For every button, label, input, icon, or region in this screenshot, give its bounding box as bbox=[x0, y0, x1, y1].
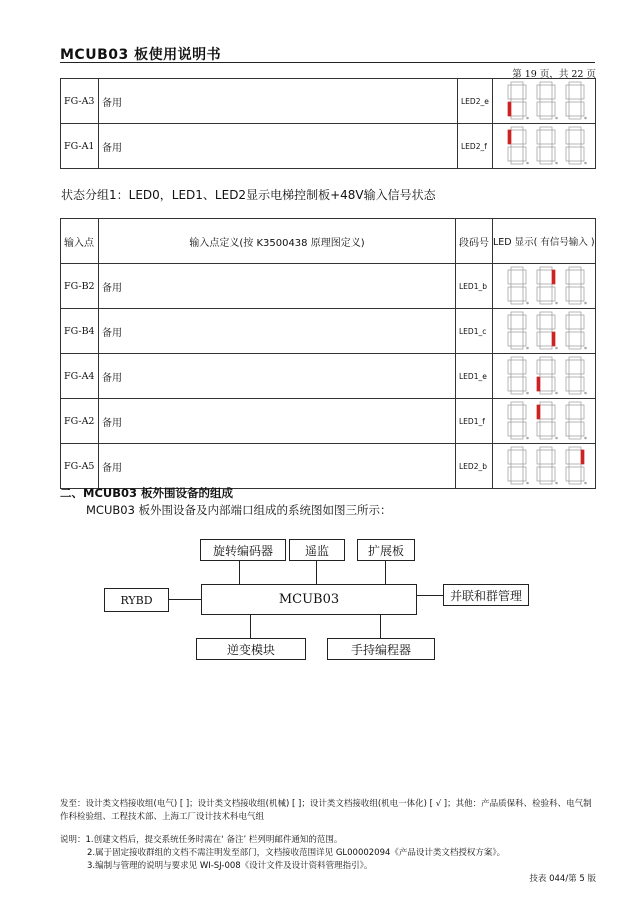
segment-e bbox=[508, 422, 511, 436]
seven-segment-digit bbox=[505, 126, 529, 166]
segment-f bbox=[537, 450, 540, 464]
segment-d bbox=[569, 481, 581, 484]
segment-c bbox=[581, 467, 584, 481]
input-point: FG-A2 bbox=[61, 399, 99, 444]
segment-b bbox=[581, 85, 584, 99]
seven-segment-digit bbox=[534, 126, 558, 166]
segment-e bbox=[508, 147, 511, 161]
table-row bbox=[61, 309, 596, 354]
segment-f bbox=[508, 405, 511, 419]
segment-f bbox=[508, 130, 511, 144]
segment-f bbox=[508, 450, 511, 464]
seven-segment-digit bbox=[534, 311, 558, 351]
decimal-point bbox=[526, 302, 529, 305]
segment-e bbox=[508, 467, 511, 481]
segment-e bbox=[537, 102, 540, 116]
segment-f bbox=[566, 130, 569, 144]
connector-line bbox=[385, 559, 386, 584]
input-point: FG-A5 bbox=[61, 444, 99, 489]
decimal-point bbox=[555, 302, 558, 305]
mcub03-box: MCUB03 bbox=[201, 584, 417, 615]
segment-b bbox=[552, 315, 555, 329]
segment-code: LED1_f bbox=[456, 399, 493, 444]
segment-d bbox=[540, 301, 552, 304]
segment-a bbox=[569, 312, 581, 315]
segment-e bbox=[566, 147, 569, 161]
header-rule bbox=[60, 62, 595, 63]
table-row bbox=[61, 79, 596, 124]
table-row bbox=[61, 124, 596, 169]
segment-a bbox=[569, 357, 581, 360]
segment-g bbox=[540, 284, 552, 287]
segment-b bbox=[581, 360, 584, 374]
segment-c bbox=[523, 332, 526, 346]
segment-g bbox=[511, 419, 523, 422]
segment-f bbox=[566, 405, 569, 419]
inverter-module-box: 逆变模块 bbox=[196, 638, 306, 660]
segment-d bbox=[511, 116, 523, 119]
decimal-point bbox=[526, 482, 529, 485]
table-row bbox=[61, 399, 596, 444]
segment-e bbox=[566, 377, 569, 391]
segment-g bbox=[511, 374, 523, 377]
led-display bbox=[493, 264, 596, 309]
segment-b bbox=[552, 85, 555, 99]
segment-a bbox=[540, 82, 552, 85]
segment-g bbox=[540, 374, 552, 377]
decimal-point bbox=[584, 117, 587, 120]
encoder-box: 旋转编码器 bbox=[200, 539, 286, 561]
seven-segment-digit bbox=[534, 401, 558, 441]
segment-e bbox=[537, 147, 540, 161]
decimal-point bbox=[555, 392, 558, 395]
segment-c bbox=[523, 147, 526, 161]
segment-f bbox=[537, 405, 540, 419]
segment-b bbox=[581, 130, 584, 144]
segment-b bbox=[523, 270, 526, 284]
connector-line bbox=[239, 559, 240, 584]
decimal-point bbox=[584, 482, 587, 485]
distribution-list: 发至：设计类文档接收组(电气) [ ]；设计类文档接收组(机械) [ ]；设计类文档接收组(机电一体化) [ √ ]；其他：产品质保科、检验科、电气制作科检验组、工程技术部、上海工厂设计技术科电气组 bbox=[60, 799, 592, 822]
segment-e bbox=[566, 332, 569, 346]
segment-c bbox=[581, 147, 584, 161]
segment-b bbox=[523, 85, 526, 99]
segment-a bbox=[569, 267, 581, 270]
segment-a bbox=[569, 402, 581, 405]
segment-a bbox=[511, 402, 523, 405]
input-definition: 备用 bbox=[99, 264, 456, 309]
seven-segment-digit bbox=[563, 126, 587, 166]
input-definition: 备用 bbox=[99, 79, 458, 124]
segment-e bbox=[537, 287, 540, 301]
seven-segment-digit bbox=[563, 446, 587, 486]
section-2-title: 二、MCUB03 板外围设备的组成 bbox=[60, 486, 233, 500]
segment-d bbox=[540, 481, 552, 484]
segment-b bbox=[523, 360, 526, 374]
segment-d bbox=[540, 116, 552, 119]
seven-segment-digit bbox=[505, 356, 529, 396]
seven-segment-digit bbox=[563, 401, 587, 441]
table-row bbox=[61, 444, 596, 489]
column-header: 输入点定义(按 K3500438 原理图定义) bbox=[99, 219, 456, 264]
segment-e bbox=[566, 102, 569, 116]
segment-e bbox=[537, 467, 540, 481]
input-definition: 备用 bbox=[99, 399, 456, 444]
decimal-point bbox=[584, 437, 587, 440]
segment-d bbox=[569, 116, 581, 119]
segment-e bbox=[566, 422, 569, 436]
decimal-point bbox=[555, 162, 558, 165]
input-definition: 备用 bbox=[99, 124, 458, 169]
segment-d bbox=[511, 481, 523, 484]
segment-g bbox=[569, 284, 581, 287]
segment-code: LED1_b bbox=[456, 264, 493, 309]
seven-segment-digit bbox=[534, 356, 558, 396]
segment-f bbox=[566, 270, 569, 284]
seven-segment-digit bbox=[534, 446, 558, 486]
segment-f bbox=[508, 360, 511, 374]
parallel-group-management-box: 并联和群管理 bbox=[443, 584, 529, 606]
input-point: FG-A1 bbox=[61, 124, 99, 169]
segment-b bbox=[581, 315, 584, 329]
segment-c bbox=[581, 287, 584, 301]
column-header: LED 显示( 有信号输入 ) bbox=[493, 219, 596, 264]
column-header: 输入点 bbox=[61, 219, 99, 264]
decimal-point bbox=[584, 392, 587, 395]
decimal-point bbox=[584, 302, 587, 305]
segment-a bbox=[540, 447, 552, 450]
segment-c bbox=[552, 422, 555, 436]
segment-g bbox=[511, 464, 523, 467]
segment-d bbox=[569, 301, 581, 304]
segment-a bbox=[511, 82, 523, 85]
segment-e bbox=[537, 422, 540, 436]
segment-g bbox=[569, 329, 581, 332]
segment-f bbox=[537, 360, 540, 374]
segment-c bbox=[552, 467, 555, 481]
segment-code: LED2_b bbox=[456, 444, 493, 489]
input-point: FG-B4 bbox=[61, 309, 99, 354]
decimal-point bbox=[526, 117, 529, 120]
page-info: 第 19 页，共 22 页 bbox=[512, 69, 596, 80]
seven-segment-digit bbox=[563, 311, 587, 351]
seven-segment-digit bbox=[505, 266, 529, 306]
segment-c bbox=[552, 377, 555, 391]
table-row bbox=[61, 354, 596, 399]
segment-g bbox=[569, 419, 581, 422]
decimal-point bbox=[555, 482, 558, 485]
segment-f bbox=[537, 315, 540, 329]
connector-line bbox=[167, 599, 201, 600]
segment-e bbox=[566, 287, 569, 301]
seven-segment-digit bbox=[534, 266, 558, 306]
segment-e bbox=[508, 332, 511, 346]
segment-d bbox=[569, 436, 581, 439]
seven-segment-digit bbox=[505, 401, 529, 441]
segment-b bbox=[552, 270, 555, 284]
segment-g bbox=[511, 329, 523, 332]
segment-g bbox=[569, 464, 581, 467]
segment-f bbox=[566, 315, 569, 329]
segment-f bbox=[508, 315, 511, 329]
section-heading: 状态分组1：LED0，LED1、LED2显示电梯控制板+48V输入信号状态 bbox=[61, 188, 436, 202]
decimal-point bbox=[584, 162, 587, 165]
segment-c bbox=[552, 102, 555, 116]
segment-c bbox=[581, 377, 584, 391]
rybd-box: RYBD bbox=[104, 588, 169, 612]
segment-b bbox=[581, 405, 584, 419]
segment-g bbox=[540, 144, 552, 147]
decimal-point bbox=[526, 437, 529, 440]
expansion-board-box: 扩展板 bbox=[357, 539, 415, 561]
segment-e bbox=[508, 102, 511, 116]
seven-segment-digit bbox=[563, 266, 587, 306]
input-point: FG-A4 bbox=[61, 354, 99, 399]
segment-f bbox=[537, 130, 540, 144]
segment-e bbox=[537, 332, 540, 346]
decimal-point bbox=[555, 347, 558, 350]
segment-g bbox=[511, 144, 523, 147]
note-line: 3.编制与管理的说明与要求见 WI-SJ-008《设计文件及设计资料管理指引》。 bbox=[87, 861, 373, 871]
segment-f bbox=[537, 85, 540, 99]
decimal-point bbox=[526, 392, 529, 395]
input-definition: 备用 bbox=[99, 309, 456, 354]
seven-segment-digit bbox=[563, 356, 587, 396]
segment-g bbox=[540, 419, 552, 422]
segment-d bbox=[511, 346, 523, 349]
seven-segment-digit bbox=[505, 81, 529, 121]
segment-d bbox=[569, 161, 581, 164]
segment-b bbox=[552, 450, 555, 464]
decimal-point bbox=[526, 347, 529, 350]
table-row bbox=[61, 264, 596, 309]
decimal-point bbox=[555, 437, 558, 440]
led-display bbox=[493, 309, 596, 354]
segment-c bbox=[581, 422, 584, 436]
segment-c bbox=[523, 377, 526, 391]
segment-c bbox=[581, 332, 584, 346]
segment-f bbox=[508, 85, 511, 99]
connector-line bbox=[250, 613, 251, 638]
segment-code: LED1_e bbox=[456, 354, 493, 399]
segment-d bbox=[569, 391, 581, 394]
segment-code: LED1_c bbox=[456, 309, 493, 354]
seven-segment-digit bbox=[505, 311, 529, 351]
input-definition: 备用 bbox=[99, 354, 456, 399]
connector-line bbox=[316, 559, 317, 584]
segment-a bbox=[540, 127, 552, 130]
input-definition: 备用 bbox=[99, 444, 456, 489]
segment-a bbox=[511, 312, 523, 315]
led-display bbox=[493, 79, 596, 124]
seven-segment-digit bbox=[563, 81, 587, 121]
notes bbox=[60, 834, 505, 873]
connector-line bbox=[415, 595, 443, 596]
segment-c bbox=[581, 102, 584, 116]
segment-b bbox=[581, 270, 584, 284]
seven-segment-digit bbox=[534, 81, 558, 121]
segment-d bbox=[540, 391, 552, 394]
segment-b bbox=[523, 130, 526, 144]
segment-d bbox=[540, 436, 552, 439]
segment-a bbox=[569, 447, 581, 450]
connector-line bbox=[380, 613, 381, 638]
segment-g bbox=[540, 329, 552, 332]
led-table-1 bbox=[60, 78, 596, 169]
segment-c bbox=[552, 287, 555, 301]
segment-a bbox=[569, 82, 581, 85]
segment-c bbox=[523, 287, 526, 301]
segment-f bbox=[566, 85, 569, 99]
segment-e bbox=[508, 377, 511, 391]
segment-b bbox=[523, 450, 526, 464]
column-header: 段码号 bbox=[456, 219, 493, 264]
led-table-2 bbox=[60, 218, 596, 489]
segment-d bbox=[569, 346, 581, 349]
decimal-point bbox=[584, 347, 587, 350]
segment-f bbox=[566, 450, 569, 464]
led-display bbox=[493, 354, 596, 399]
segment-e bbox=[508, 287, 511, 301]
segment-c bbox=[523, 422, 526, 436]
segment-b bbox=[552, 405, 555, 419]
segment-b bbox=[552, 130, 555, 144]
decimal-point bbox=[555, 117, 558, 120]
segment-g bbox=[511, 284, 523, 287]
segment-a bbox=[511, 267, 523, 270]
form-number: 技表 044/第 5 版 bbox=[529, 874, 596, 884]
led-display bbox=[493, 444, 596, 489]
note-line: 说明：1.创建文档后，提交系统任务时需在‘ 备注’ 栏列明邮件通知的范围。 bbox=[60, 835, 343, 845]
segment-f bbox=[508, 270, 511, 284]
segment-g bbox=[569, 374, 581, 377]
segment-a bbox=[511, 447, 523, 450]
segment-c bbox=[523, 102, 526, 116]
document-title: MCUB03 板使用说明书 bbox=[60, 47, 222, 63]
segment-d bbox=[511, 161, 523, 164]
segment-code: LED2_f bbox=[458, 124, 493, 169]
remote-monitor-box: 遥监 bbox=[289, 539, 345, 561]
decimal-point bbox=[526, 162, 529, 165]
segment-g bbox=[540, 464, 552, 467]
seven-segment-digit bbox=[505, 446, 529, 486]
segment-a bbox=[540, 402, 552, 405]
segment-d bbox=[511, 436, 523, 439]
note-line: 2.属于固定接收群组的文档不需注明发至部门，文档接收范围详见 GL00002094《产品设计类文档授权方案》。 bbox=[87, 848, 506, 858]
segment-b bbox=[552, 360, 555, 374]
led-display bbox=[493, 124, 596, 169]
segment-a bbox=[569, 127, 581, 130]
segment-c bbox=[552, 147, 555, 161]
segment-code: LED2_e bbox=[458, 79, 493, 124]
segment-c bbox=[552, 332, 555, 346]
segment-e bbox=[566, 467, 569, 481]
segment-g bbox=[569, 144, 581, 147]
section-2-description: MCUB03 板外围设备及内部端口组成的系统图如图三所示： bbox=[86, 503, 392, 517]
segment-f bbox=[566, 360, 569, 374]
led-display bbox=[493, 399, 596, 444]
segment-a bbox=[540, 312, 552, 315]
segment-d bbox=[540, 161, 552, 164]
segment-d bbox=[540, 346, 552, 349]
segment-b bbox=[581, 450, 584, 464]
segment-e bbox=[537, 377, 540, 391]
segment-a bbox=[511, 357, 523, 360]
segment-a bbox=[511, 127, 523, 130]
segment-g bbox=[511, 99, 523, 102]
input-point: FG-A3 bbox=[61, 79, 99, 124]
segment-f bbox=[537, 270, 540, 284]
segment-g bbox=[569, 99, 581, 102]
segment-b bbox=[523, 405, 526, 419]
handheld-programmer-box: 手持编程器 bbox=[327, 638, 435, 660]
segment-c bbox=[523, 467, 526, 481]
table-header bbox=[61, 219, 596, 264]
segment-g bbox=[540, 99, 552, 102]
segment-d bbox=[511, 301, 523, 304]
input-point: FG-B2 bbox=[61, 264, 99, 309]
segment-a bbox=[540, 357, 552, 360]
segment-a bbox=[540, 267, 552, 270]
segment-d bbox=[511, 391, 523, 394]
segment-b bbox=[523, 315, 526, 329]
